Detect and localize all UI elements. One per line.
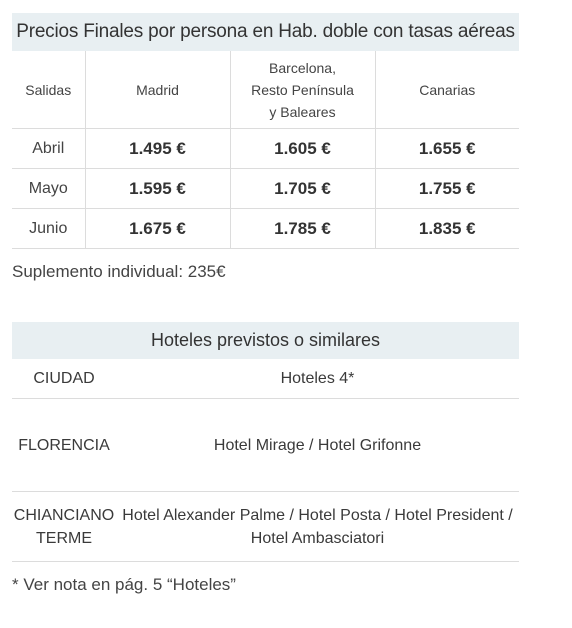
prices-title: Precios Finales por persona en Hab. doble con tasas aéreas bbox=[12, 13, 519, 51]
header-barcelona: Barcelona, Resto Península y Baleares bbox=[230, 51, 375, 129]
month-cell: Mayo bbox=[12, 169, 85, 209]
hotels-cell: Hotel Alexander Palme / Hotel Posta / Hotel President / Hotel Ambasciatori bbox=[116, 492, 519, 562]
price-cell: 1.655 € bbox=[375, 129, 519, 169]
price-cell: 1.755 € bbox=[375, 169, 519, 209]
prices-table bbox=[12, 51, 519, 249]
price-cell: 1.835 € bbox=[375, 209, 519, 249]
price-cell: 1.605 € bbox=[230, 129, 375, 169]
table-row bbox=[12, 129, 519, 169]
content bbox=[12, 13, 519, 595]
price-cell: 1.595 € bbox=[85, 169, 230, 209]
hotels-title: Hoteles previstos o similares bbox=[12, 322, 519, 359]
header-madrid: Madrid bbox=[85, 51, 230, 129]
header-hoteles: Hoteles 4* bbox=[116, 359, 519, 399]
header-salidas: Salidas bbox=[12, 51, 85, 129]
city-cell: FLORENCIA bbox=[12, 399, 116, 492]
table-row bbox=[12, 399, 519, 492]
header-ciudad: CIUDAD bbox=[12, 359, 116, 399]
price-cell: 1.495 € bbox=[85, 129, 230, 169]
header-canarias: Canarias bbox=[375, 51, 519, 129]
prices-header-row bbox=[12, 51, 519, 129]
price-cell: 1.785 € bbox=[230, 209, 375, 249]
hotels-table bbox=[12, 359, 519, 562]
price-cell: 1.705 € bbox=[230, 169, 375, 209]
table-row bbox=[12, 209, 519, 249]
month-cell: Abril bbox=[12, 129, 85, 169]
supplement-text: Suplemento individual: 235€ bbox=[12, 262, 226, 281]
hotels-cell: Hotel Mirage / Hotel Grifonne bbox=[116, 399, 519, 492]
price-cell: 1.675 € bbox=[85, 209, 230, 249]
hotels-note: * Ver nota en pág. 5 “Hoteles” bbox=[12, 575, 236, 594]
table-row bbox=[12, 169, 519, 209]
hotels-header-row bbox=[12, 359, 519, 399]
city-cell: CHIANCIANO TERME bbox=[12, 492, 116, 562]
table-row bbox=[12, 492, 519, 562]
month-cell: Junio bbox=[12, 209, 85, 249]
